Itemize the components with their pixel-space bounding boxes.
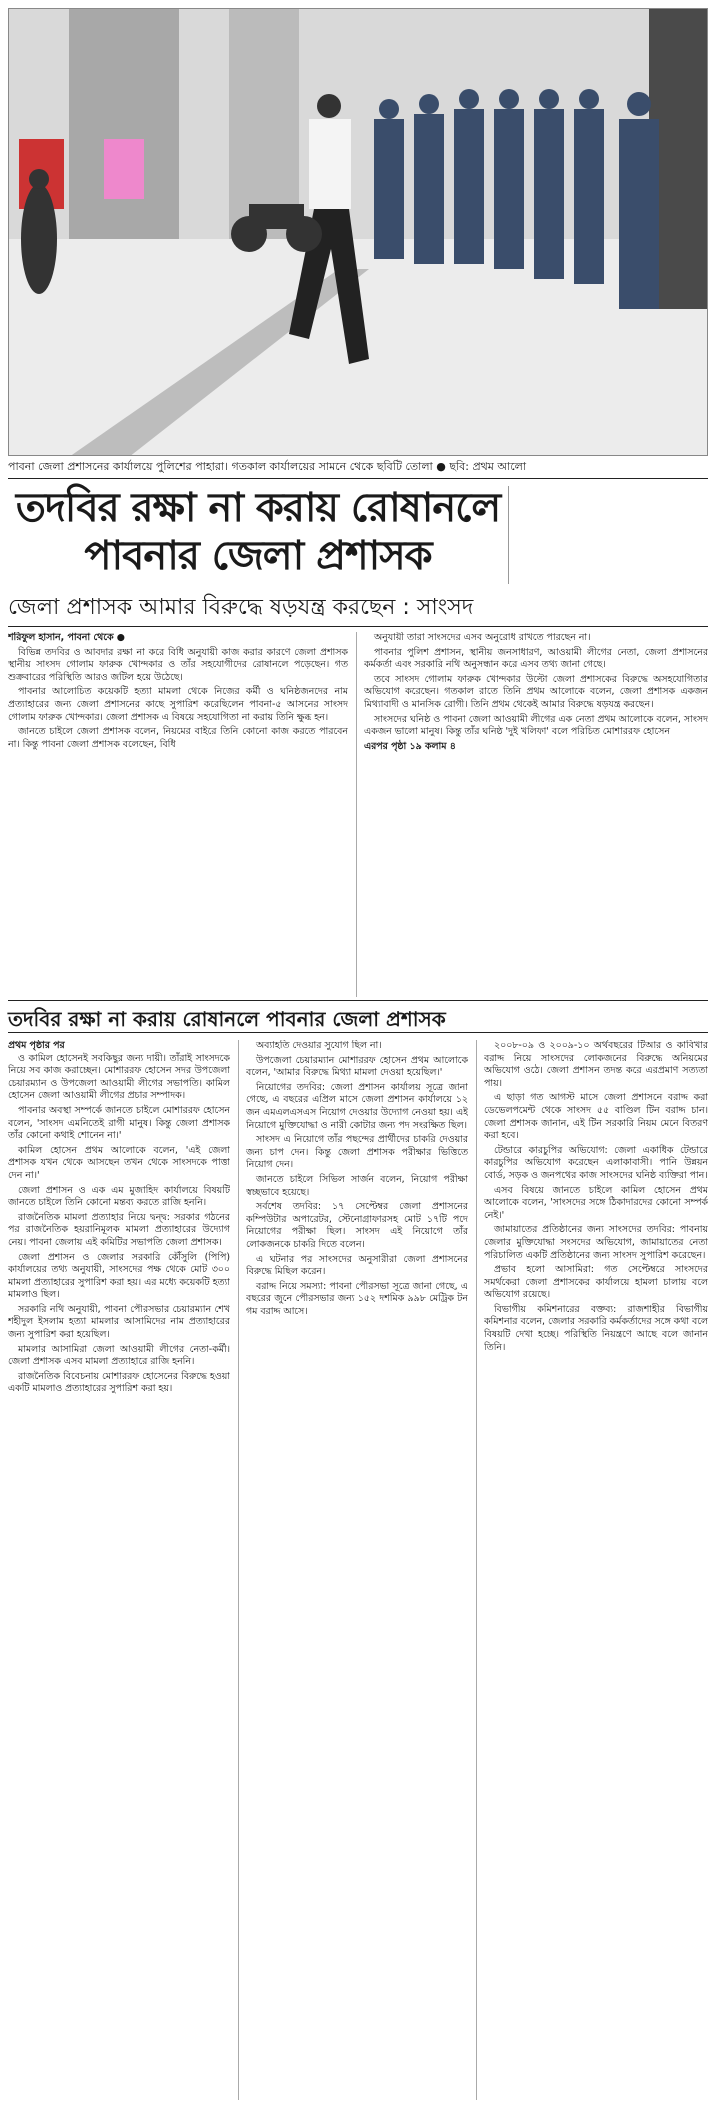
- paragraph: সরকারি নথি অনুযায়ী, পাবনা পৌরসভার চেয়ারম্যান শেখ শহীদুল ইসলাম হত্যা মামলার আসামিদের নাম প্রত্যাহারের জন্য সুপারিশ করা হয়েছিল।: [8, 1303, 230, 1341]
- paragraph: রাজনৈতিক মামলা প্রত্যাহার নিয়ে দ্বন্দ্ব: সরকার গঠনের পর রাজনৈতিক হয়রানিমূলক মামলা প্রত্যাহারের উদ্যোগ নেয়। পাবনা জেলায় এই কমিটির সভাপতি জেলা প্রশাসক।: [8, 1211, 230, 1248]
- paragraph: বরাদ্দ নিয়ে সমস্যা: পাবনা পৌরসভা সূত্রে জানা গেছে, এ বছরের জুনে পৌরসভার জন্য ১৫২ দশমিক ৯৯৮ মেট্রিক টন গম বরাদ্দ আসে।: [246, 1280, 468, 1317]
- news-photo: [8, 8, 708, 456]
- continued-column-1: [8, 1040, 230, 2100]
- paragraph: রাজনৈতিক বিবেচনায় মোশাররফ হোসেনের বিরুদ্ধে হওয়া একটি মামলাও প্রত্যাহারের সুপারিশ করা হয়।: [8, 1370, 230, 1395]
- headline: [8, 484, 508, 580]
- paragraph: এ ছাড়া গত আগস্ট মাসে জেলা প্রশাসনে বরাদ্দ করা ডেভেলপমেন্ট থেকে সাংসদ ৫৫ বাণ্ডিল টিন বরাদ্দ চান। জেলা প্রশাসক জানান, এই টিন সরকারি নিয়ম মেনে বিতরণ করা হবে।: [484, 1092, 708, 1142]
- paragraph: সাংসদের ঘনিষ্ঠ ও পাবনা জেলা আওয়ামী লীগের এক নেতা প্রথম আলোকে বলেন, সাংসদ একজন ভালো মানুষ। কিন্তু তাঁর ঘনিষ্ঠ 'দুই খলিফা' বলে পরিচিত মোশাররফ হোসেন: [364, 713, 708, 738]
- front-column-1: [8, 632, 348, 997]
- paragraph: পাবনার আলোচিত কয়েকটি হত্যা মামলা থেকে নিজের কর্মী ও ঘনিষ্ঠজনদের নাম প্রত্যাহারের জন্য জেলা প্রশাসনের কাছে সুপারিশ করেছিলেন পাবনা-৫ আসনের সাংসদ গোলাম ফারুক খোন্দকার। জেলা প্রশাসক এ বিষয়ে সহযোগিতা না করায় তিনি ক্ষুব্ধ হন।: [8, 686, 348, 723]
- paragraph: এসব বিষয়ে জানতে চাইলে কামিল হোসেন প্রথম আলোকে বলেন, 'সাংসদের সঙ্গে ঠিকাদারদের কোনো সম্পর্ক নেই।': [484, 1184, 708, 1221]
- paragraph: জানতে চাইলে সিভিল সার্জন বলেন, নিয়োগ পরীক্ষা স্বচ্ছভাবে হয়েছে।: [246, 1173, 468, 1198]
- paragraph: অনুযায়ী তারা সাংসদের এসব অনুরোধ রাখতে পারছেন না।: [374, 632, 591, 643]
- paragraph: ও কামিল হোসেনই সবকিছুর জন্য দায়ী। তাঁরাই সাংসদকে নিয়ে সব কাজ করাচ্ছেন। মোশাররফ হোসেন সদর উপজেলা চেয়ারম্যান ও উপজেলা আওয়ামী লীগের সভাপতি। কামিল হোসেন জেলা আওয়ামী লীগের প্রচার সম্পাদক।: [8, 1052, 230, 1102]
- column-divider: [476, 1040, 477, 2100]
- paragraph: সাংসদ এ নিয়োগে তাঁর পছন্দের প্রার্থীদের চাকরি দেওয়ার জন্য চাপ দেন। কিন্তু জেলা প্রশাসক পরীক্ষার ভিত্তিতে নিয়োগ দেন।: [246, 1134, 468, 1171]
- paragraph: বিভাগীয় কমিশনারের বক্তব্য: রাজশাহীর বিভাগীয় কমিশনার বলেন, জেলার সরকারি কর্মকর্তাদের সঙ্গে কথা বলে বিষয়টি দেখা হচ্ছে। পরিস্থিতি নিয়ন্ত্রণে আছে বলে জানান তিনি।: [484, 1303, 708, 1353]
- continued-column-3: [484, 1040, 708, 2100]
- divider: [8, 1000, 708, 1001]
- headline-line-1: তদবির রক্ষা না করায় রোষানলে: [15, 485, 501, 531]
- paragraph: সর্বশেষ তদবির: ১৭ সেপ্টেম্বর জেলা প্রশাসনের কম্পিউটার অপারেটর, স্টেনোগ্রাফারসহ মোট ১৭টি পদে নিয়োগের পরীক্ষা ছিল। সাংসদ এই নিয়োগে তাঁর লোকজনকে চাকরি দিতে বলেন।: [246, 1201, 468, 1250]
- byline: শরিফুল হাসান, পাবনা থেকে ●: [8, 632, 125, 643]
- photo-caption: পাবনা জেলা প্রশাসনের কার্যালয়ে পুলিশের পাহারা। গতকাল কার্যালয়ের সামনে থেকে ছবিটি তোলা ● ছবি: প্রথম আলো: [8, 460, 527, 473]
- paragraph: এ ঘটনার পর সাংসদের অনুসারীরা জেলা প্রশাসনের বিরুদ্ধে মিছিল করেন।: [246, 1253, 468, 1278]
- paragraph: জানতে চাইলে জেলা প্রশাসক বলেন, নিয়মের বাইরে তিনি কোনো কাজ করতে পারবেন না। কিন্তু পাবনা জেলা প্রশাসক বলেছেন, বিধি: [8, 726, 348, 750]
- paragraph: কামিল হোসেন প্রথম আলোকে বলেন, 'এই জেলা প্রশাসক যখন থেকে আসছেন তখন থেকে সাংসদকে পাত্তা দেন না।': [8, 1144, 230, 1181]
- paragraph: বিভিন্ন তদবির ও আবদার রক্ষা না করে বিধি অনুযায়ী কাজ করার কারণে জেলা প্রশাসক স্থানীয় সাংসদ গোলাম ফারুক খোন্দকার ও তাঁর সহযোগীদের রোষানলে পড়েছেন। গত শুক্রবারের পরিস্থিতি আরও জটিল হয়ে উঠেছে।: [8, 646, 348, 683]
- continued-from: প্রথম পৃষ্ঠার পর: [8, 1040, 65, 1051]
- paragraph: পাবনার পুলিশ প্রশাসন, স্থানীয় জনসাধারণ, আওয়ামী লীগের নেতা, জেলা প্রশাসনের কর্মকর্তা এবং সরকারি নথি অনুসন্ধান করে এসব তথ্য জানা গেছে।: [364, 646, 708, 671]
- column-divider: [356, 632, 357, 997]
- paragraph: টেন্ডারে কারচুপির অভিযোগ: জেলা একাধিক টেন্ডারে কারচুপির অভিযোগ করেছেন এলাকাবাসী। পানি উন্নয়ন বোর্ড, সড়ক ও জনপথের কাজ সাংসদের ঘনিষ্ঠ ব্যক্তিরা পান।: [484, 1144, 708, 1181]
- paragraph: ২০০৮-০৯ ও ২০০৯-১০ অর্থবছরের টিআর ও কাবিখার বরাদ্দ নিয়ে সাংসদের লোকজনের বিরুদ্ধে অনিয়মের অভিযোগ ওঠে। জেলা প্রশাসন তদন্ত করে এরপ্রমাণ সত্যতা পায়।: [484, 1040, 708, 1089]
- paragraph: মামলার আসামিরা জেলা আওয়ামী লীগের নেতা-কর্মী। জেলা প্রশাসক এসব মামলা প্রত্যাহারে রাজি হননি।: [8, 1343, 230, 1368]
- paragraph: জামায়াতের প্রতিষ্ঠানের জন্য সাংসদের তদবির: পাবনায় জেলার মুক্তিযোদ্ধা সংসদের অভিযোগ, জামায়াতের নেতা পরিচালিত একটি প্রতিষ্ঠানের জন্য সাংসদ সুপারিশ করেছেন।: [484, 1224, 708, 1261]
- front-column-2: [364, 632, 708, 997]
- paragraph: নিয়োগের তদবির: জেলা প্রশাসন কার্যালয় সূত্রে জানা গেছে, এ বছরের এপ্রিল মাসে জেলা প্রশাসন কার্যালয়ে ১২ জন এমএলএসএস নিয়োগ দেওয়ার উদ্যোগ নেওয়া হয়। এই নিয়োগে মুক্তিযোদ্ধা ও নারী কোটার জন্য পদ সংরক্ষিত ছিল।: [246, 1081, 468, 1131]
- paragraph: পাবনার অবস্থা সম্পর্কে জানতে চাইলে মোশাররফ হোসেন বলেন, 'সাংসদ এমনিতেই রাগী মানুষ। কিন্তু জেলা প্রশাসক তাঁর কোনো কথাই শোনেন না।': [8, 1104, 230, 1142]
- police-photo-illustration: [9, 9, 708, 456]
- paragraph: জেলা প্রশাসন ও জেলার সরকারি কৌঁসুলি (পিপি) কার্যালয়ের তথ্য অনুযায়ী, সাংসদের পক্ষ থেকে মোট ৩০০ মামলা প্রত্যাহারের সুপারিশ করা হয়। এর মধ্যে কয়েকটি হত্যা মামলাও ছিল।: [8, 1251, 230, 1301]
- headline-line-2: পাবনার জেলা প্রশাসক: [84, 533, 432, 579]
- continued-headline: তদবির রক্ষা না করায় রোষানলে পাবনার জেলা প্রশাসক: [8, 1006, 708, 1033]
- paragraph: উপজেলা চেয়ারম্যান মোশাররফ হোসেন প্রথম আলোকে বলেন, 'আমার বিরুদ্ধে মিথ্যা মামলা দেওয়া হয়েছিল।': [246, 1054, 468, 1079]
- column-divider: [238, 1040, 239, 2100]
- headline-sidebar: [508, 486, 709, 584]
- paragraph: তবে সাংসদ গোলাম ফারুক খোন্দকার উল্টো জেলা প্রশাসকের বিরুদ্ধে অসহযোগিতার অভিযোগ করেছেন। গতকাল রাতে তিনি প্রথম আলোকে বলেন, জেলা প্রশাসক একজন মিথ্যাবাদী ও মানসিক রোগী। তিনি প্রথম থেকেই আমার বিরুদ্ধে ষড়যন্ত্র করছেন।: [364, 673, 708, 710]
- paragraph: প্রভাব হলো আসামিরা: গত সেপ্টেম্বরে সাংসদের সমর্থকেরা জেলা প্রশাসকের কার্যালয়ে হামলা চালায় বলে অভিযোগ রয়েছে।: [484, 1264, 708, 1301]
- jump-line: এরপর পৃষ্ঠা ১৯ কলাম ৪: [364, 740, 456, 752]
- subheadline: জেলা প্রশাসক আমার বিরুদ্ধে ষড়যন্ত্র করছেন : সাংসদ: [8, 595, 474, 620]
- paragraph: জেলা প্রশাসন ও এক এম মুজাহিদ কার্যালয়ে বিষয়টি জানতে চাইলে তিনি কোনো মন্তব্য করতে রাজি হননি।: [8, 1184, 230, 1209]
- divider: [8, 478, 708, 479]
- paragraph: অব্যাহতি দেওয়ার সুযোগ ছিল না।: [256, 1040, 382, 1051]
- divider: [8, 626, 708, 627]
- continued-column-2: [246, 1040, 468, 2100]
